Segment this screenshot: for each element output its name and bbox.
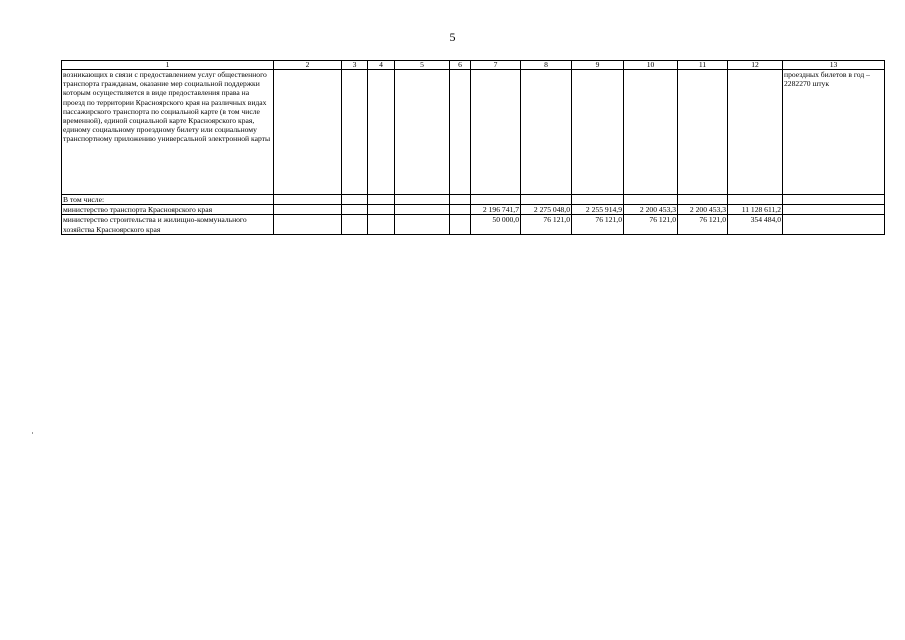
table-cell <box>678 70 728 195</box>
row-note <box>783 215 885 234</box>
table-cell <box>395 215 450 234</box>
table-cell: 50 000,0 <box>471 215 521 234</box>
table-cell: 76 121,0 <box>572 215 624 234</box>
column-header: 3 <box>342 61 368 70</box>
scan-mark <box>32 432 33 434</box>
table-cell <box>471 70 521 195</box>
table-row <box>62 205 885 215</box>
column-header: 11 <box>678 61 728 70</box>
budget-table <box>61 60 885 235</box>
table-cell <box>368 195 395 205</box>
table-cell <box>274 205 342 215</box>
row-description: В том числе: <box>62 195 274 205</box>
table-cell <box>572 70 624 195</box>
row-note <box>783 195 885 205</box>
table-cell <box>450 70 471 195</box>
table-cell <box>471 195 521 205</box>
row-description: министерство транспорта Красноярского края <box>62 205 274 215</box>
table-cell <box>368 205 395 215</box>
table-cell <box>368 215 395 234</box>
table-cell <box>728 195 783 205</box>
table-cell: 11 128 611,2 <box>728 205 783 215</box>
table-row <box>62 70 885 195</box>
table-cell: 76 121,0 <box>521 215 572 234</box>
column-header: 5 <box>395 61 450 70</box>
table-cell <box>450 205 471 215</box>
table-cell: 76 121,0 <box>678 215 728 234</box>
table-cell: 354 484,0 <box>728 215 783 234</box>
table-cell: 2 200 453,3 <box>678 205 728 215</box>
table-cell <box>450 195 471 205</box>
table-cell <box>342 215 368 234</box>
row-description: возникающих в связи с предоставлением услуг общественного транспорта гражданам, оказание мер социальной поддержки которым осуществляется в виде предоставления права на проезд по территории Красноярского края на различных видах пассажирского транспорта по социальной карте (в том числе временной), единой социальной карте Красноярского края, единому социальному проездному билету или социальному транспортному приложению универсальной электронной карты <box>62 70 274 195</box>
column-header: 6 <box>450 61 471 70</box>
table-cell <box>624 195 678 205</box>
table-cell <box>395 195 450 205</box>
table-cell <box>395 205 450 215</box>
column-header: 7 <box>471 61 521 70</box>
table-cell <box>274 195 342 205</box>
table-cell <box>274 70 342 195</box>
table-cell <box>572 195 624 205</box>
row-note <box>783 205 885 215</box>
table-cell <box>624 70 678 195</box>
table-cell <box>342 70 368 195</box>
column-header: 2 <box>274 61 342 70</box>
column-header: 13 <box>783 61 885 70</box>
column-header: 12 <box>728 61 783 70</box>
row-description: министерство строительства и жилищно-коммунального хозяйства Красноярского края <box>62 215 274 234</box>
table-cell: 2 200 453,3 <box>624 205 678 215</box>
table-cell <box>521 70 572 195</box>
table-cell: 2 275 048,0 <box>521 205 572 215</box>
table-header-row <box>62 61 885 70</box>
table-cell <box>728 70 783 195</box>
column-header: 8 <box>521 61 572 70</box>
table-cell <box>368 70 395 195</box>
column-header: 9 <box>572 61 624 70</box>
column-header: 4 <box>368 61 395 70</box>
table-row <box>62 195 885 205</box>
table-row <box>62 215 885 234</box>
table-cell <box>395 70 450 195</box>
column-header: 10 <box>624 61 678 70</box>
table-cell <box>521 195 572 205</box>
table-cell: 2 255 914,9 <box>572 205 624 215</box>
table-cell <box>342 195 368 205</box>
table-cell: 2 196 741,7 <box>471 205 521 215</box>
table-cell <box>342 205 368 215</box>
page-number: 5 <box>449 30 456 44</box>
table-cell: 76 121,0 <box>624 215 678 234</box>
column-header: 1 <box>62 61 274 70</box>
table-cell <box>450 215 471 234</box>
table-cell <box>678 195 728 205</box>
row-note: проездных билетов в год – 2282270 штук <box>783 70 885 195</box>
table-cell <box>274 215 342 234</box>
